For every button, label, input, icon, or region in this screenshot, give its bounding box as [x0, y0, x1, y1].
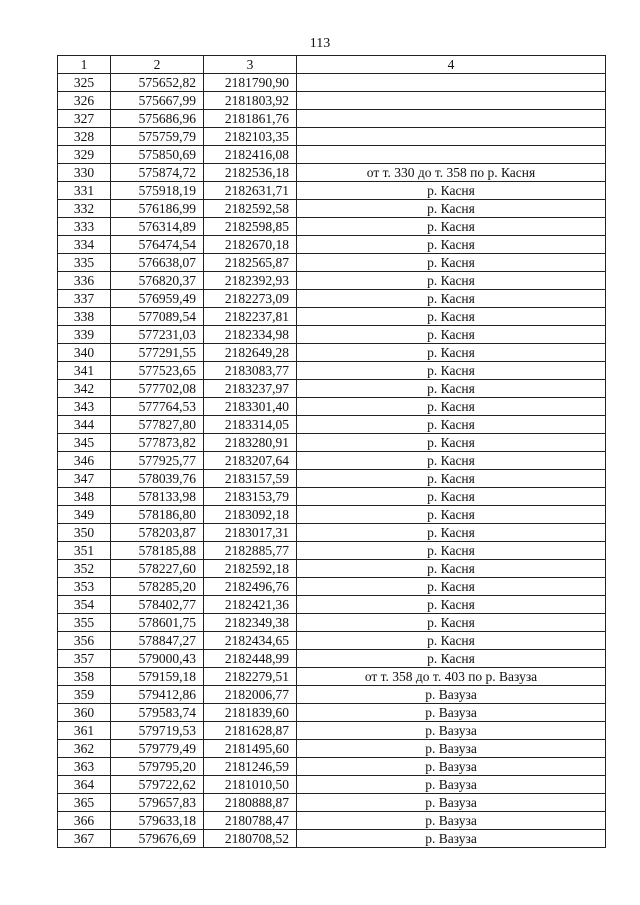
coordinate-y: 2183092,18: [204, 506, 297, 524]
coordinate-x: 577231,03: [111, 326, 204, 344]
table-row: [58, 830, 606, 848]
coordinate-y: 2180888,87: [204, 794, 297, 812]
coordinate-x: 578285,20: [111, 578, 204, 596]
point-number: 355: [58, 614, 111, 632]
coordinate-x: 578185,88: [111, 542, 204, 560]
point-number: 337: [58, 290, 111, 308]
point-number: 357: [58, 650, 111, 668]
coordinate-x: 579159,18: [111, 668, 204, 686]
coordinate-x: 578227,60: [111, 560, 204, 578]
point-number: 353: [58, 578, 111, 596]
coordinate-y: 2183157,59: [204, 470, 297, 488]
boundary-description: р. Касня: [297, 416, 606, 434]
coordinate-x: 577925,77: [111, 452, 204, 470]
coordinate-y: 2183237,97: [204, 380, 297, 398]
boundary-description: р. Касня: [297, 452, 606, 470]
point-number: 326: [58, 92, 111, 110]
table-row: [58, 344, 606, 362]
point-number: 346: [58, 452, 111, 470]
table-row: [58, 398, 606, 416]
table-row: [58, 362, 606, 380]
boundary-description: р. Касня: [297, 200, 606, 218]
coordinate-y: 2181010,50: [204, 776, 297, 794]
coordinate-x: 579779,49: [111, 740, 204, 758]
coordinate-y: 2182649,28: [204, 344, 297, 362]
coordinate-x: 575874,72: [111, 164, 204, 182]
coordinate-x: 579583,74: [111, 704, 204, 722]
point-number: 333: [58, 218, 111, 236]
point-number: 336: [58, 272, 111, 290]
boundary-description: р. Касня: [297, 614, 606, 632]
coordinate-y: 2182237,81: [204, 308, 297, 326]
coordinate-y: 2182565,87: [204, 254, 297, 272]
point-number: 358: [58, 668, 111, 686]
table-row: [58, 290, 606, 308]
coordinate-y: 2181861,76: [204, 110, 297, 128]
coordinate-x: 578601,75: [111, 614, 204, 632]
coordinate-y: 2182592,18: [204, 560, 297, 578]
table-row: [58, 614, 606, 632]
point-number: 362: [58, 740, 111, 758]
point-number: 332: [58, 200, 111, 218]
coordinate-y: 2182349,38: [204, 614, 297, 632]
table-row: [58, 74, 606, 92]
boundary-description: р. Вазуза: [297, 740, 606, 758]
point-number: 352: [58, 560, 111, 578]
table-row: [58, 470, 606, 488]
table-body: [58, 74, 606, 848]
table-row: [58, 452, 606, 470]
table-row: [58, 686, 606, 704]
coordinate-y: 2182416,08: [204, 146, 297, 164]
point-number: 348: [58, 488, 111, 506]
point-number: 363: [58, 758, 111, 776]
coordinate-y: 2183314,05: [204, 416, 297, 434]
boundary-description: р. Касня: [297, 290, 606, 308]
point-number: 341: [58, 362, 111, 380]
boundary-description: [297, 92, 606, 110]
boundary-description: р. Касня: [297, 236, 606, 254]
coordinate-x: 579633,18: [111, 812, 204, 830]
coordinate-x: 579000,43: [111, 650, 204, 668]
coordinate-x: 575759,79: [111, 128, 204, 146]
table-row: [58, 488, 606, 506]
table-row: [58, 524, 606, 542]
point-number: 359: [58, 686, 111, 704]
table-row: [58, 200, 606, 218]
point-number: 345: [58, 434, 111, 452]
boundary-description: р. Касня: [297, 632, 606, 650]
coordinate-x: 577873,82: [111, 434, 204, 452]
table-row: [58, 704, 606, 722]
boundary-description: р. Касня: [297, 308, 606, 326]
coordinate-y: 2182273,09: [204, 290, 297, 308]
boundary-description: [297, 110, 606, 128]
coordinate-x: 577089,54: [111, 308, 204, 326]
boundary-description: р. Касня: [297, 524, 606, 542]
coordinate-y: 2183153,79: [204, 488, 297, 506]
coordinate-x: 578847,27: [111, 632, 204, 650]
point-number: 360: [58, 704, 111, 722]
coordinate-y: 2182448,99: [204, 650, 297, 668]
table-row: [58, 272, 606, 290]
table-row: [58, 650, 606, 668]
point-number: 329: [58, 146, 111, 164]
point-number: 330: [58, 164, 111, 182]
coordinate-y: 2181790,90: [204, 74, 297, 92]
boundary-description: р. Касня: [297, 398, 606, 416]
coordinate-x: 575850,69: [111, 146, 204, 164]
boundary-description: р. Касня: [297, 218, 606, 236]
point-number: 349: [58, 506, 111, 524]
table-row: [58, 596, 606, 614]
coordinate-y: 2181839,60: [204, 704, 297, 722]
coordinate-y: 2182006,77: [204, 686, 297, 704]
point-number: 354: [58, 596, 111, 614]
boundary-description: р. Касня: [297, 650, 606, 668]
coordinate-x: 579719,53: [111, 722, 204, 740]
boundary-description: р. Вазуза: [297, 722, 606, 740]
point-number: 361: [58, 722, 111, 740]
coordinate-x: 575686,96: [111, 110, 204, 128]
table-row: [58, 128, 606, 146]
point-number: 325: [58, 74, 111, 92]
boundary-description: [297, 128, 606, 146]
table-row: [58, 254, 606, 272]
boundary-description: р. Касня: [297, 434, 606, 452]
boundary-description: р. Касня: [297, 578, 606, 596]
point-number: 327: [58, 110, 111, 128]
boundary-description: р. Касня: [297, 506, 606, 524]
boundary-description: р. Вазуза: [297, 704, 606, 722]
boundary-description: р. Касня: [297, 470, 606, 488]
table-row: [58, 110, 606, 128]
coordinate-x: 575652,82: [111, 74, 204, 92]
boundary-description: р. Касня: [297, 560, 606, 578]
coordinate-x: 576959,49: [111, 290, 204, 308]
boundary-description: от т. 358 до т. 403 по р. Вазуза: [297, 668, 606, 686]
coordinate-x: 579412,86: [111, 686, 204, 704]
coordinate-y: 2182885,77: [204, 542, 297, 560]
point-number: 331: [58, 182, 111, 200]
coordinate-x: 578133,98: [111, 488, 204, 506]
table-row: [58, 164, 606, 182]
point-number: 347: [58, 470, 111, 488]
boundary-description: р. Касня: [297, 272, 606, 290]
coordinate-x: 575667,99: [111, 92, 204, 110]
boundary-description: р. Вазуза: [297, 758, 606, 776]
point-number: 343: [58, 398, 111, 416]
table-row: [58, 668, 606, 686]
coordinate-x: 577702,08: [111, 380, 204, 398]
coordinate-y: 2182421,36: [204, 596, 297, 614]
boundary-description: р. Касня: [297, 596, 606, 614]
coordinate-x: 577827,80: [111, 416, 204, 434]
table-row: [58, 812, 606, 830]
table-row: [58, 308, 606, 326]
coordinate-x: 578402,77: [111, 596, 204, 614]
point-number: 328: [58, 128, 111, 146]
table-row: [58, 632, 606, 650]
column-header-1: 1: [58, 56, 111, 74]
coordinate-y: 2183301,40: [204, 398, 297, 416]
boundary-description: р. Вазуза: [297, 812, 606, 830]
point-number: 365: [58, 794, 111, 812]
coordinate-y: 2181628,87: [204, 722, 297, 740]
table-row: [58, 92, 606, 110]
table-row: [58, 722, 606, 740]
table-header-row: [58, 56, 606, 74]
coordinate-y: 2182496,76: [204, 578, 297, 596]
coordinate-y: 2183280,91: [204, 434, 297, 452]
table-row: [58, 794, 606, 812]
coordinate-x: 576186,99: [111, 200, 204, 218]
table-row: [58, 218, 606, 236]
coordinate-y: 2180788,47: [204, 812, 297, 830]
coordinate-x: 578039,76: [111, 470, 204, 488]
page-number: 113: [309, 36, 331, 51]
coordinate-y: 2182103,35: [204, 128, 297, 146]
table-row: [58, 776, 606, 794]
coordinate-y: 2182670,18: [204, 236, 297, 254]
coordinate-x: 576314,89: [111, 218, 204, 236]
coordinate-y: 2182536,18: [204, 164, 297, 182]
column-header-2: 2: [111, 56, 204, 74]
boundary-description: р. Вазуза: [297, 686, 606, 704]
coordinate-y: 2182592,58: [204, 200, 297, 218]
boundary-description: [297, 146, 606, 164]
coordinate-y: 2182631,71: [204, 182, 297, 200]
coordinate-x: 576638,07: [111, 254, 204, 272]
coordinate-x: 576474,54: [111, 236, 204, 254]
table-row: [58, 434, 606, 452]
table-row: [58, 326, 606, 344]
point-number: 342: [58, 380, 111, 398]
boundary-description: р. Касня: [297, 344, 606, 362]
point-number: 344: [58, 416, 111, 434]
point-number: 366: [58, 812, 111, 830]
coordinate-y: 2180708,52: [204, 830, 297, 848]
point-number: 339: [58, 326, 111, 344]
point-number: 350: [58, 524, 111, 542]
point-number: 364: [58, 776, 111, 794]
column-header-4: 4: [297, 56, 606, 74]
point-number: 338: [58, 308, 111, 326]
coordinate-y: 2182598,85: [204, 218, 297, 236]
coordinate-y: 2183207,64: [204, 452, 297, 470]
coordinate-x: 579722,62: [111, 776, 204, 794]
point-number: 351: [58, 542, 111, 560]
boundary-description: р. Касня: [297, 488, 606, 506]
point-number: 340: [58, 344, 111, 362]
table-row: [58, 542, 606, 560]
coordinate-y: 2182434,65: [204, 632, 297, 650]
boundary-description: р. Касня: [297, 380, 606, 398]
coordinate-x: 577764,53: [111, 398, 204, 416]
coordinate-y: 2182392,93: [204, 272, 297, 290]
boundary-description: р. Вазуза: [297, 830, 606, 848]
boundary-description: р. Касня: [297, 182, 606, 200]
coordinate-x: 579657,83: [111, 794, 204, 812]
coordinate-x: 578186,80: [111, 506, 204, 524]
point-number: 367: [58, 830, 111, 848]
boundary-description: от т. 330 до т. 358 по р. Касня: [297, 164, 606, 182]
table-row: [58, 146, 606, 164]
coordinate-y: 2183017,31: [204, 524, 297, 542]
table-row: [58, 578, 606, 596]
table-row: [58, 758, 606, 776]
boundary-description: [297, 74, 606, 92]
coordinate-y: 2181495,60: [204, 740, 297, 758]
point-number: 335: [58, 254, 111, 272]
table-row: [58, 416, 606, 434]
boundary-description: р. Вазуза: [297, 794, 606, 812]
point-number: 356: [58, 632, 111, 650]
boundary-description: р. Касня: [297, 326, 606, 344]
point-number: 334: [58, 236, 111, 254]
coordinate-x: 579795,20: [111, 758, 204, 776]
table-row: [58, 236, 606, 254]
boundary-description: р. Вазуза: [297, 776, 606, 794]
coordinate-x: 576820,37: [111, 272, 204, 290]
coordinate-x: 579676,69: [111, 830, 204, 848]
coordinate-x: 575918,19: [111, 182, 204, 200]
coordinate-x: 577523,65: [111, 362, 204, 380]
table-row: [58, 560, 606, 578]
table-row: [58, 740, 606, 758]
coordinate-x: 578203,87: [111, 524, 204, 542]
boundary-description: р. Касня: [297, 542, 606, 560]
boundary-description: р. Касня: [297, 362, 606, 380]
coordinate-x: 577291,55: [111, 344, 204, 362]
coordinate-y: 2181246,59: [204, 758, 297, 776]
column-header-3: 3: [204, 56, 297, 74]
boundary-description: р. Касня: [297, 254, 606, 272]
table-row: [58, 182, 606, 200]
coordinate-y: 2181803,92: [204, 92, 297, 110]
coordinate-y: 2182334,98: [204, 326, 297, 344]
coordinate-y: 2183083,77: [204, 362, 297, 380]
coordinate-y: 2182279,51: [204, 668, 297, 686]
coordinates-table: [57, 55, 606, 848]
table-row: [58, 380, 606, 398]
table-row: [58, 506, 606, 524]
